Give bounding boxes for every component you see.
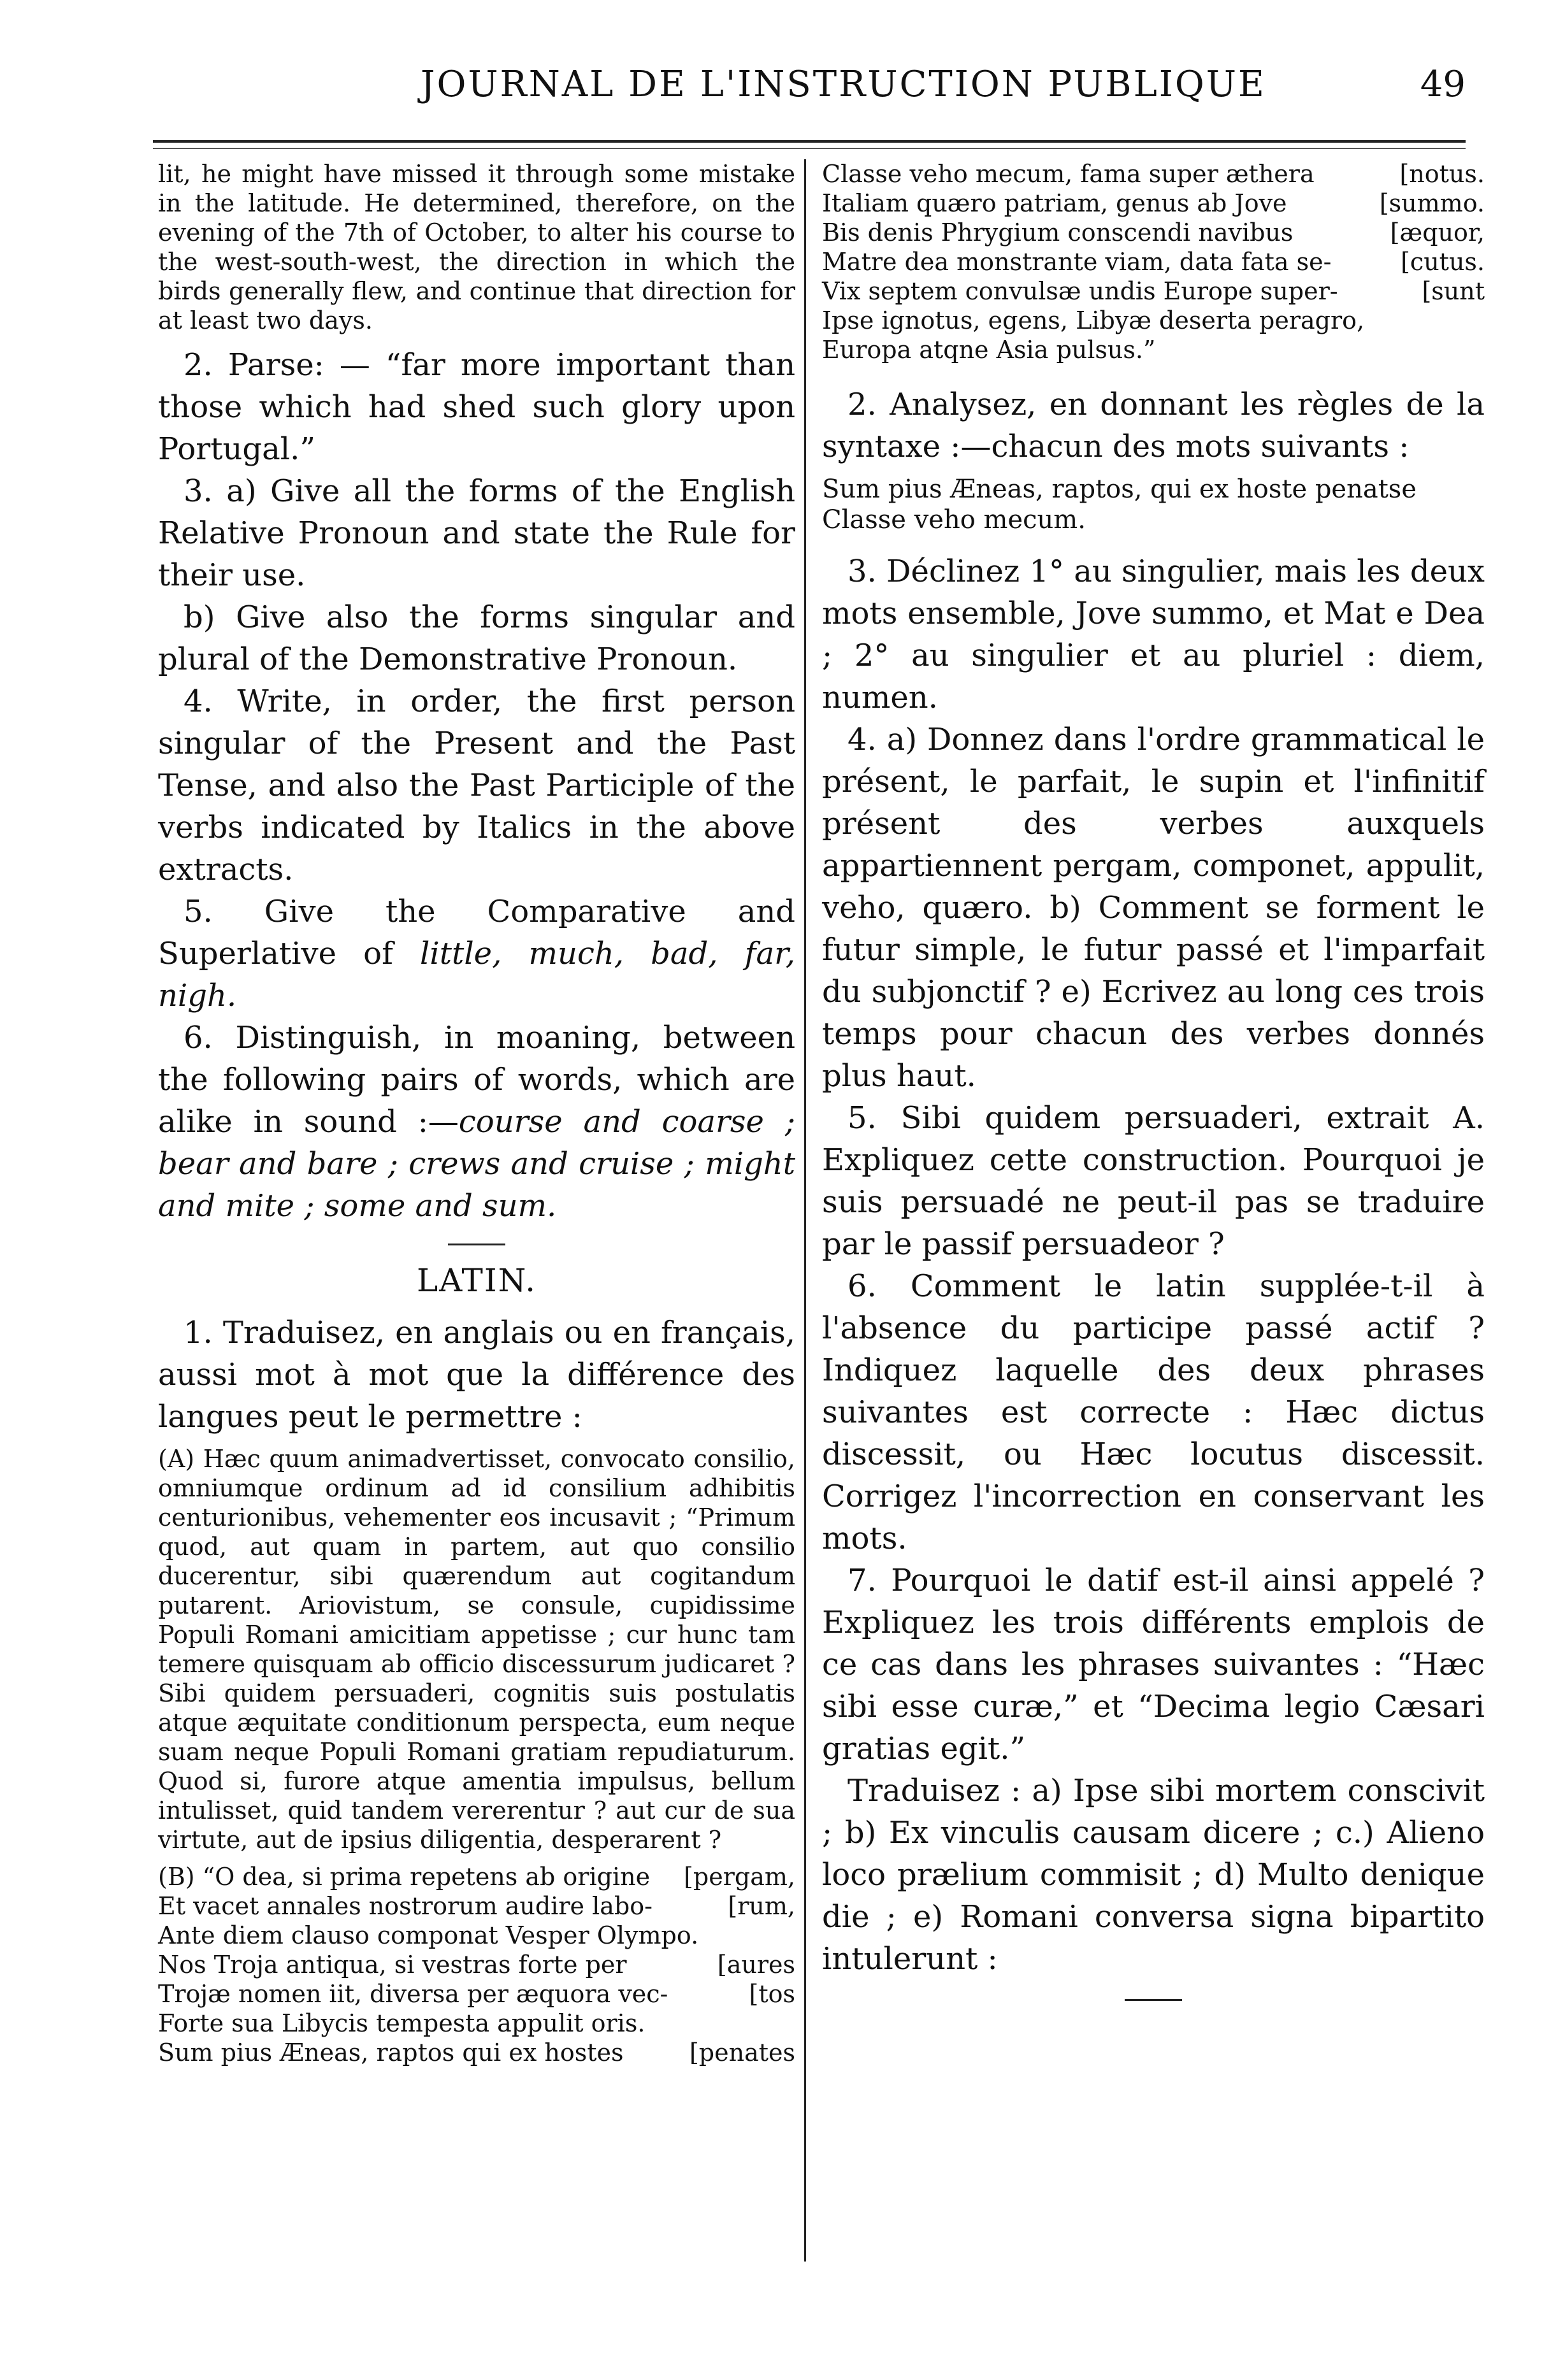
latin-question-6: 6. Comment le latin supplée-t-il à l'absence du participe passé actif ? Indiquez laquelle des deux phrases suivantes est correcte : Hæc dictus discessit, ou Hæc locutus discessit. Corrigez l'incorrection en conservant les mots. (822, 1268, 1485, 1556)
passage-continuation: lit, he might have missed it through some mistake in the latitude. He determined, therefore, on the evening of the 7th of October, to alter his course to the west-south-west, the direction in which the birds generally flew, and continue that direction for at least two days. (158, 160, 795, 334)
latin-question-2: 2. Analysez, en donnant les règles de la syntaxe :—chacun des mots suivants : (822, 387, 1485, 464)
latin-verse-continued (822, 159, 1485, 364)
page-number: 49 (1420, 64, 1466, 105)
latin-question-3: 3. Déclinez 1° au singulier, mais les deux mots ensemble, Jove summo, et Mat e Dea ; 2° au singulier et au pluriel : diem, numen. (822, 554, 1485, 715)
question-5-text: 5. Give the Comparative and Superlative of (158, 894, 795, 971)
verse-line: Ipse ignotus, egens, Libyæ deserta peragro, (822, 306, 1365, 334)
latin-heading: LATIN. (416, 1262, 537, 1299)
page-header (153, 51, 1478, 127)
section-separator (448, 1244, 505, 1245)
column-divider (804, 159, 806, 2262)
question-2: 2. Parse: — “far more important than those which had shed such glory upon Portugal.” (158, 347, 795, 467)
latin-question-1: 1. Traduisez, en anglais ou en français, aussi mot à mot que la différence des langues peut le permettre : (158, 1315, 795, 1435)
question-5 (158, 891, 795, 1017)
latin-question-5: 5. Sibi quidem persuaderi, extrait A. Expliquez cette construction. Pourquoi je suis persuadé ne peut-il pas se traduire par le passif persuadeor ? (822, 1100, 1485, 1262)
header-rule (153, 140, 1466, 143)
latin-question-4: 4. a) Donnez dans l'ordre grammatical le présent, le parfait, le supin et l'infinitif présent des verbes auxquels appartiennent pergam, componet, appulit, veho, quæro. b) Comment se forment le futur simple, le futur passé et l'imparfait du subjonctif ? e) Ecrivez au long ces trois temps pour chacun des verbes donnés plus haut. (822, 722, 1485, 1094)
end-separator (1125, 1999, 1182, 2001)
verse-line: Europa atqne Asia pulsus.” (822, 336, 1156, 364)
latin-passage-a: (A) Hæc quum animadvertisset, convocato consilio, omniumque ordinum ad id consilium adhibitis centurionibus, vehementer eos incusavit ; “Primum quod, aut quam in partem, aut quo consilio ducerentur, sibi quærendum aut cogitandum putarent. Ariovistum, se consule, cupidissime Populi Romani amicitiam appetisse ; cur hunc tam temere quisquam ab officio discessurum judicaret ? Sibi quidem persuaderi, cognitis suis postulatis atque æquitate conditionum perspecta, eum neque suam neque Populi Romani gratiam repudiaturum. Quod si, furore atque amentia impulsus, bellum intulisset, quid tandem vererentur ? aut cur de sua virtute, aut de ipsius diligentia, desperarent ? (158, 1445, 795, 1854)
verse-line: Classe veho mecum, fama super æthera [notus. (822, 160, 1485, 188)
latin-translate-exercise: Traduisez : a) Ipse sibi mortem conscivit ; b) Ex vinculis causam dicere ; c.) Alieno loco prælium commisit ; d) Multo denique die ; e) Romani conversa signa bipartito intulerunt : (822, 1773, 1485, 1977)
question-4: 4. Write, in order, the first person singular of the Present and the Past Tense, and also the Past Participle of the verbs indicated by Italics in the above extracts. (158, 684, 795, 887)
verse-line: Et vacet annales nostrorum audire labo- [rum, (158, 1892, 795, 1920)
verse-line: Vix septem convulsæ undis Europe super- [sunt (822, 277, 1485, 305)
question-5-words: little, much, bad, far, nigh. (158, 936, 795, 1014)
left-column (158, 159, 795, 2067)
running-title: JOURNAL DE L'INSTRUCTION PUBLIQUE (421, 64, 1266, 105)
latin-verse-b (158, 1862, 795, 2067)
verse-line: Trojæ nomen iit, diversa per æquora vec- [tos (158, 1980, 795, 2008)
question-6-pairs: course and coarse ; bear and bare ; crews and cruise ; might and mite ; some and sum. (158, 1104, 795, 1224)
verse-line: Ante diem clauso componat Vesper Olympo. (158, 1921, 699, 1949)
latin-question-2-words: Sum pius Æneas, raptos, qui ex hoste penatse Classe veho mecum. (822, 475, 1417, 534)
verse-line: Forte sua Libycis tempesta appulit oris. (158, 2009, 645, 2037)
verse-line: (B) “O dea, si prima repetens ab origine [pergam, (158, 1863, 795, 1891)
header-rule-thin (153, 148, 1466, 149)
verse-line: Bis denis Phrygium conscendi navibus [æquor, (822, 219, 1485, 247)
right-column (822, 159, 1485, 2018)
verse-line: Sum pius Æneas, raptos qui ex hostes [penates (158, 2039, 795, 2067)
question-3a: 3. a) Give all the forms of the English Relative Pronoun and state the Rule for their use. (158, 473, 795, 593)
question-6-text: 6. Distinguish, in moaning, between the following pairs of words, which are alike in sound :— (158, 1020, 795, 1140)
latin-question-7: 7. Pourquoi le datif est-il ainsi appelé ? Expliquez les trois différents emplois de ce cas dans les phrases suivantes : “Hæc sibi esse curæ,” et “Decima legio Cæsari gratias egit.” (822, 1563, 1485, 1767)
verse-line: Italiam quæro patriam, genus ab Jove [summo. (822, 189, 1485, 217)
question-6 (158, 1017, 795, 1227)
question-3b: b) Give also the forms singular and plural of the Demonstrative Pronoun. (158, 599, 795, 677)
verse-line: Matre dea monstrante viam, data fata se- [cutus. (822, 248, 1485, 276)
verse-line: Nos Troja antiqua, si vestras forte per [aures (158, 1951, 795, 1979)
